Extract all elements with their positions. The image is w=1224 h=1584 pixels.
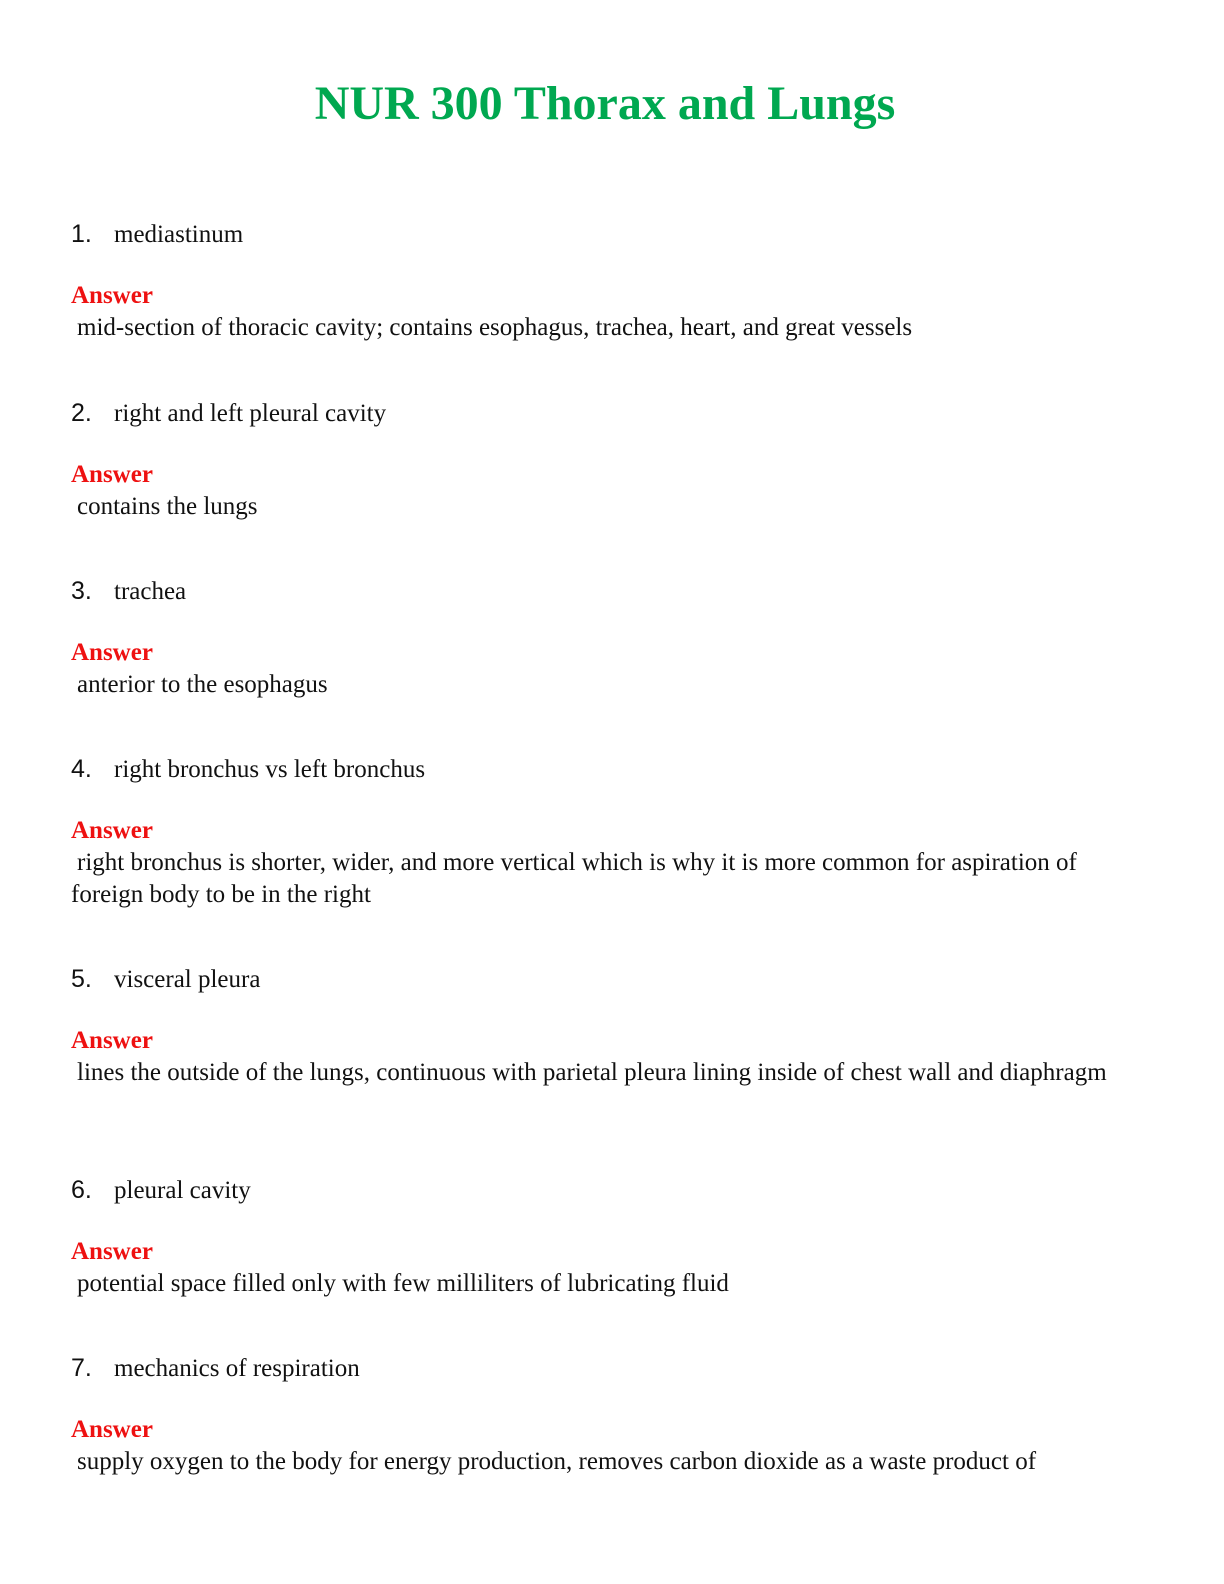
question [71,397,1151,429]
answer-text: right bronchus is shorter, wider, and more vertical which is why it is more common for aspiration of foreign body to be in the right [71,849,1077,908]
question-text: pleural cavity [114,1177,251,1204]
answer-label: Answer [71,817,153,844]
question [71,1174,1151,1206]
question-text: trachea [114,578,187,605]
qa-item-6 [71,1174,1151,1300]
question-text: mediastinum [114,221,244,248]
qa-item-2 [71,397,1151,523]
answer-label: Answer [71,282,153,309]
qa-item-4 [71,753,1151,911]
answer-text: mid-section of thoracic cavity; contains esophagus, trachea, heart, and great vessels [77,314,913,341]
qa-item-1 [71,218,1151,344]
answer-label: Answer [71,1416,153,1443]
answer-text: lines the outside of the lungs, continuous with parietal pleura lining inside of chest wall and diaphragm [77,1059,1107,1086]
question-number: 3. [71,577,92,605]
question [71,963,1151,995]
answer-text: potential space filled only with few milliliters of lubricating fluid [77,1270,729,1297]
question-number: 2. [71,399,92,427]
answer-text: anterior to the esophagus [77,671,328,698]
question-number: 5. [71,965,92,993]
answer-label: Answer [71,639,153,666]
question [71,575,1151,607]
qa-item-3 [71,575,1151,701]
question-text: right bronchus vs left bronchus [114,756,426,783]
question [71,753,1151,785]
question [71,1352,1151,1384]
question-text: mechanics of respiration [114,1355,360,1382]
question-number: 7. [71,1354,92,1382]
question-text: visceral pleura [114,966,261,993]
question [71,218,1151,250]
answer-label: Answer [71,461,153,488]
question-number: 6. [71,1176,92,1204]
question-number: 4. [71,755,92,783]
answer-label: Answer [71,1027,153,1054]
question-number: 1. [71,220,92,248]
answer-text: contains the lungs [77,493,258,520]
question-text: right and left pleural cavity [114,400,387,427]
answer-label: Answer [71,1238,153,1265]
answer-text: supply oxygen to the body for energy production, removes carbon dioxide as a waste product of [77,1448,1037,1475]
qa-item-7 [71,1352,1151,1478]
page-title: NUR 300 Thorax and Lungs [314,77,896,130]
qa-item-5 [71,963,1151,1089]
